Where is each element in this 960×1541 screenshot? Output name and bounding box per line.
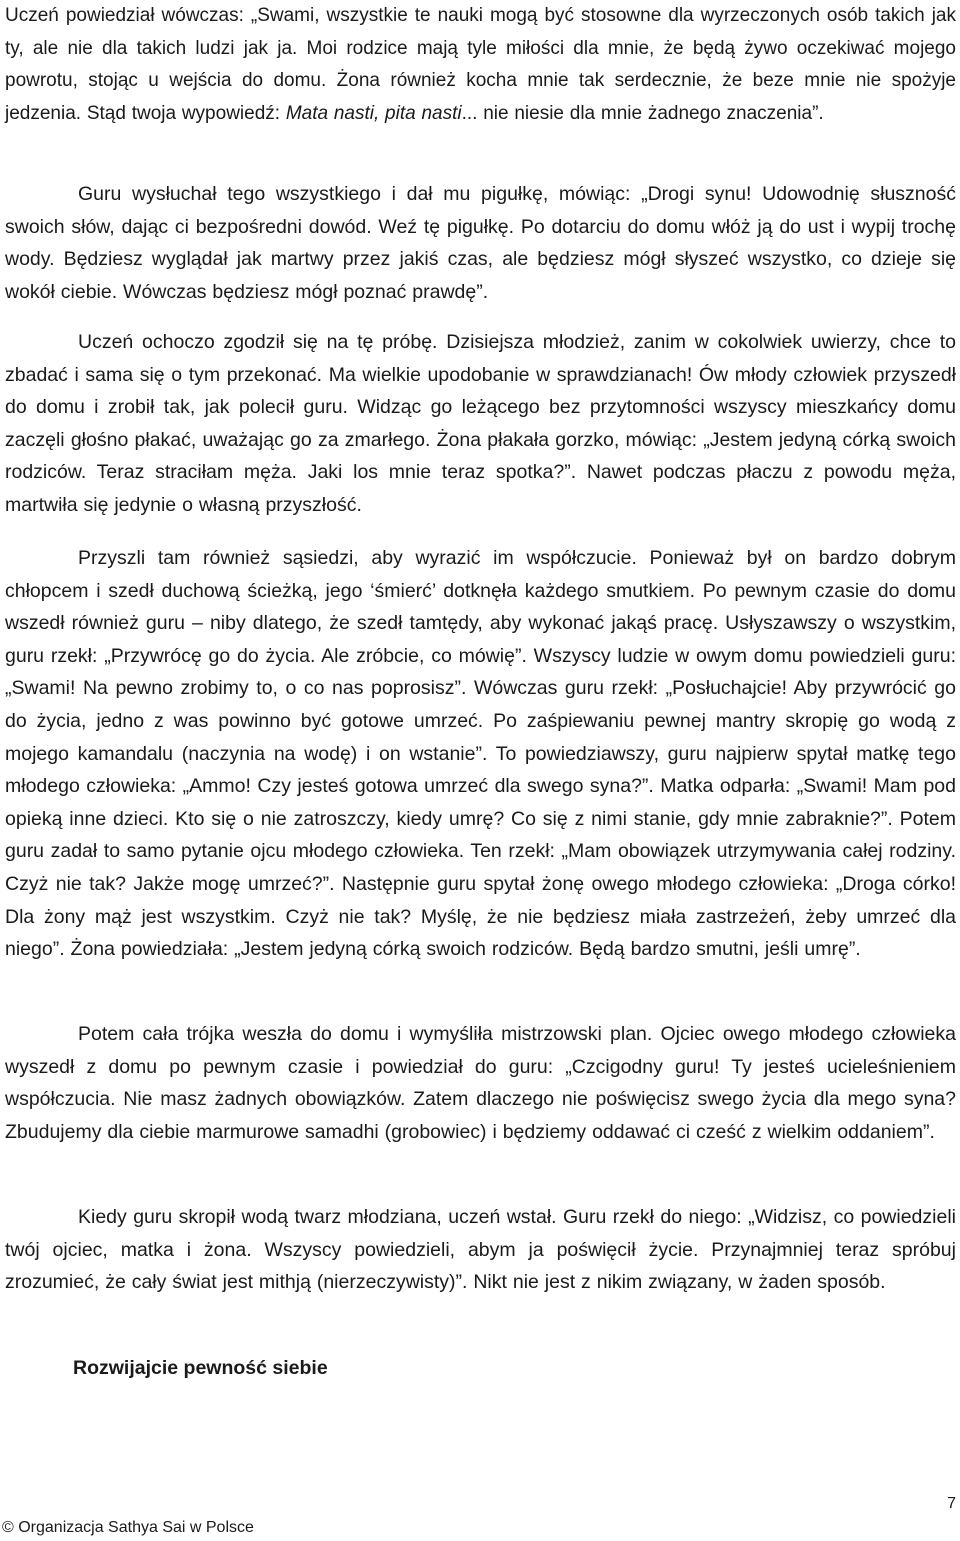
paragraph-1-text: Uczeń powiedział wówczas: „Swami, wszystkie te nauki mogą być stosowne dla wyrzeczonych osób takich jak ty, ale nie dla takich ludzi jak ja. Moi rodzice mają tyle miłości dla mnie, że będą żywo oczekiwać mojego powrotu, stojąc u wejścia do domu. Żona również kocha mnie tak serdecznie, że beze mnie nie spożyje jedzenia. Stąd twoja wypowiedź: <box>5 5 956 124</box>
paragraph-1 <box>5 0 956 130</box>
page-number: 7 <box>947 1495 956 1512</box>
paragraph-4 <box>5 542 956 966</box>
paragraph-1-italic: Mata nasti, pita nasti <box>285 102 462 124</box>
paragraph-3 <box>5 326 956 522</box>
paragraph-6 <box>5 1201 956 1299</box>
paragraph-3-text: Uczeń ochoczo zgodził się na tę próbę. Dzisiejsza młodzież, zanim w cokolwiek uwierzy, chce to zbadać i sama się o tym przekonać. Ma wielkie upodobanie w sprawdzianach! Ów młody człowiek przyszedł do domu i zrobił tak, jak polecił guru. Widząc go leżącego bez przytomności wszyscy mieszkańcy domu zaczęli głośno płakać, uważając go za zmarłego. Żona płakała gorzko, mówiąc: „Jestem jedyną córką swoich rodziców. Teraz straciłam męża. Jaki los mnie teraz spotka?”. Nawet podczas płaczu z powodu męża, martwiła się jedynie o własną przyszłość. <box>5 331 956 516</box>
paragraph-5-text: Potem cała trójka weszła do domu i wymyśliła mistrzowski plan. Ojciec owego młodego człowieka wyszedł z domu po pewnym czasie i powiedział do guru: „Czcigodny guru! Ty jesteś ucieleśnieniem współczucia. Nie masz żadnych obowiązków. Zatem dlaczego nie poświęcisz swego życia dla mego syna? Zbudujemy dla ciebie marmurowe samadhi (grobowiec) i będziemy oddawać ci cześć z wielkim oddaniem”. <box>5 1023 956 1143</box>
paragraph-2 <box>5 178 956 308</box>
paragraph-4-text: Przyszli tam również sąsiedzi, aby wyrazić im współczucie. Ponieważ był on bardzo dobrym chłopcem i szedł duchową ścieżką, jego ‘śmierć’ dotknęła każdego smutkiem. Po pewnym czasie do domu wszedł również guru – niby dlatego, że szedł tamtędy, aby wykonać jakąś pracę. Usłyszawszy o wszystkim, guru rzekł: „Przywrócę go do życia. Ale zróbcie, co mówię”. Wszyscy ludzie w owym domu powiedzieli guru: „Swami! Na pewno zrobimy to, o co nas poprosisz”. Wówczas guru rzekł: „Posłuchajcie! Aby przywrócić go do życia, jedno z was powinno być gotowe umrzeć. Po zaśpiewaniu pewnej mantry skropię go wodą z mojego kamandalu (naczynia na wodę) i on wstanie”. To powiedziawszy, guru najpierw spytał matkę tego młodego człowieka: „Ammo! Czy jesteś gotowa umrzeć dla swego syna?”. Matka odparła: „Swami! Mam pod opieką inne dzieci. Kto się o nie zatroszczy, kiedy umrę? Co się z nimi stanie, gdy mnie zabraknie?”. Potem guru zadał to samo pytanie ojcu młodego człowieka. Ten rzekł: „Mam obowiązek utrzymywania całej rodziny. Czyż nie tak? Jakże mogę umrzeć?”. Następnie guru spytał żonę owego młodego człowieka: „Droga córko! Dla żony mąż jest wszystkim. Czyż nie tak? Myślę, że nie będziesz miała zastrzeżeń, żeby umrzeć dla niego”. Żona powiedziała: „Jestem jedyną córką swoich rodziców. Będą bardzo smutni, jeśli umrę”. <box>5 547 956 961</box>
section-heading: Rozwijajcie pewność siebie <box>73 1357 328 1379</box>
paragraph-5 <box>5 1018 956 1148</box>
footer-organization: © Organizacja Sathya Sai w Polsce <box>2 1519 254 1536</box>
paragraph-1-text-end: ... nie niesie dla mnie żadnego znaczenia”. <box>461 102 824 124</box>
paragraph-6-text: Kiedy guru skropił wodą twarz młodziana, uczeń wstał. Guru rzekł do niego: „Widzisz, co powiedzieli twój ojciec, matka i żona. Wszyscy powiedzieli, abym ja poświęcił życie. Przynajmniej teraz spróbuj zrozumieć, że cały świat jest mithją (nierzeczywisty)”. Nikt nie jest z nikim związany, w żaden sposób. <box>5 1206 956 1294</box>
paragraph-2-text: Guru wysłuchał tego wszystkiego i dał mu pigułkę, mówiąc: „Drogi synu! Udowodnię słuszność swoich słów, dając ci bezpośredni dowód. Weź tę pigułkę. Po dotarciu do domu włóż ją do ust i wypij trochę wody. Będziesz wyglądał jak martwy przez jakiś czas, ale będziesz mógł słyszeć wszystko, co dzieje się wokół ciebie. Wówczas będziesz mógł poznać prawdę”. <box>5 183 956 303</box>
